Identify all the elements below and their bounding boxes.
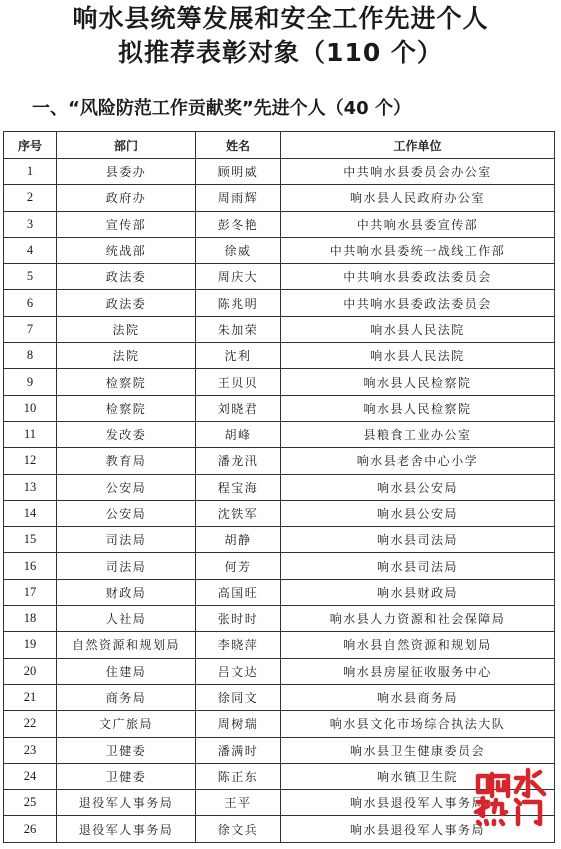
cell-department: 教育局 [57, 448, 196, 474]
cell-department: 商务局 [57, 684, 196, 710]
cell-serial: 6 [4, 290, 57, 316]
section-heading: 一、“风险防范工作贡献奖”先进个人（40 个） [32, 98, 411, 119]
cell-workplace: 响水县商务局 [281, 684, 555, 710]
cell-department: 法院 [57, 316, 196, 342]
cell-name: 潘龙汛 [196, 448, 281, 474]
cell-serial: 17 [4, 579, 57, 605]
cell-workplace: 响水县司法局 [281, 553, 555, 579]
cell-name: 高国旺 [196, 579, 281, 605]
cell-workplace: 响水县退役军人事务局 [281, 790, 555, 816]
cell-workplace: 响水县人民法院 [281, 343, 555, 369]
honoree-table [3, 131, 555, 843]
table-row [4, 290, 555, 316]
table-row [4, 606, 555, 632]
cell-department: 县委办 [57, 159, 196, 185]
cell-name: 彭冬艳 [196, 211, 281, 237]
cell-name: 沈利 [196, 343, 281, 369]
table-row [4, 395, 555, 421]
cell-department: 检察院 [57, 395, 196, 421]
cell-department: 政法委 [57, 264, 196, 290]
cell-serial: 12 [4, 448, 57, 474]
cell-name: 王贝贝 [196, 369, 281, 395]
header-department: 部门 [57, 132, 196, 159]
cell-serial: 7 [4, 316, 57, 342]
header-serial: 序号 [4, 132, 57, 159]
cell-department: 司法局 [57, 527, 196, 553]
cell-name: 沈铁军 [196, 500, 281, 526]
cell-workplace: 响水县公安局 [281, 474, 555, 500]
table-row [4, 632, 555, 658]
cell-workplace: 中共响水县委政法委员会 [281, 264, 555, 290]
cell-serial: 14 [4, 500, 57, 526]
cell-workplace: 响水县自然资源和规划局 [281, 632, 555, 658]
cell-workplace: 中共响水县委员会办公室 [281, 159, 555, 185]
cell-serial: 20 [4, 658, 57, 684]
cell-workplace: 响水县人民检察院 [281, 395, 555, 421]
cell-serial: 23 [4, 737, 57, 763]
cell-department: 司法局 [57, 553, 196, 579]
xiangshui-hot-logo [470, 766, 556, 828]
cell-name: 何芳 [196, 553, 281, 579]
table-row [4, 185, 555, 211]
cell-workplace: 响水县退役军人事务局 [281, 816, 555, 842]
cell-serial: 25 [4, 790, 57, 816]
cell-workplace: 响水县文化市场综合执法大队 [281, 711, 555, 737]
cell-name: 程宝海 [196, 474, 281, 500]
cell-name: 徐威 [196, 237, 281, 263]
cell-department: 文广旅局 [57, 711, 196, 737]
cell-workplace: 响水县公安局 [281, 500, 555, 526]
cell-workplace: 响水县人力资源和社会保障局 [281, 606, 555, 632]
cell-department: 检察院 [57, 369, 196, 395]
table-row [4, 553, 555, 579]
table-row [4, 343, 555, 369]
cell-department: 公安局 [57, 474, 196, 500]
cell-name: 王平 [196, 790, 281, 816]
cell-serial: 26 [4, 816, 57, 842]
header-workplace: 工作单位 [281, 132, 555, 159]
cell-name: 潘满时 [196, 737, 281, 763]
cell-workplace: 响水县老舍中心小学 [281, 448, 555, 474]
table-row [4, 237, 555, 263]
cell-workplace: 响水县司法局 [281, 527, 555, 553]
cell-workplace: 中共响水县委统一战线工作部 [281, 237, 555, 263]
cell-serial: 19 [4, 632, 57, 658]
cell-name: 陈正东 [196, 763, 281, 789]
table-row [4, 684, 555, 710]
table-row [4, 448, 555, 474]
cell-name: 徐同文 [196, 684, 281, 710]
cell-serial: 21 [4, 684, 57, 710]
cell-name: 李晓萍 [196, 632, 281, 658]
table-row [4, 211, 555, 237]
cell-workplace: 响水镇卫生院 [281, 763, 555, 789]
table-row [4, 474, 555, 500]
cell-department: 发改委 [57, 421, 196, 447]
cell-serial: 9 [4, 369, 57, 395]
cell-serial: 10 [4, 395, 57, 421]
cell-department: 人社局 [57, 606, 196, 632]
cell-department: 自然资源和规划局 [57, 632, 196, 658]
cell-workplace: 响水县卫生健康委员会 [281, 737, 555, 763]
cell-department: 卫健委 [57, 763, 196, 789]
cell-serial: 8 [4, 343, 57, 369]
cell-name: 吕文达 [196, 658, 281, 684]
cell-workplace: 响水县人民检察院 [281, 369, 555, 395]
table-row [4, 264, 555, 290]
cell-name: 朱加荣 [196, 316, 281, 342]
cell-department: 住建局 [57, 658, 196, 684]
cell-serial: 1 [4, 159, 57, 185]
cell-serial: 11 [4, 421, 57, 447]
cell-department: 财政局 [57, 579, 196, 605]
cell-serial: 5 [4, 264, 57, 290]
table-row [4, 527, 555, 553]
cell-department: 政法委 [57, 290, 196, 316]
document-title-line-1: 响水县统筹发展和安全工作先进个人 [72, 4, 489, 33]
cell-department: 退役军人事务局 [57, 790, 196, 816]
table-row [4, 369, 555, 395]
table-row [4, 316, 555, 342]
document-title-line-2: 拟推荐表彰对象（110 个） [118, 38, 443, 67]
cell-department: 退役军人事务局 [57, 816, 196, 842]
table-row [4, 658, 555, 684]
cell-name: 徐文兵 [196, 816, 281, 842]
cell-workplace: 响水县财政局 [281, 579, 555, 605]
cell-name: 周雨辉 [196, 185, 281, 211]
table-row [4, 159, 555, 185]
cell-serial: 3 [4, 211, 57, 237]
cell-serial: 4 [4, 237, 57, 263]
cell-serial: 13 [4, 474, 57, 500]
cell-serial: 24 [4, 763, 57, 789]
table-body [4, 159, 555, 843]
cell-workplace: 响水县人民政府办公室 [281, 185, 555, 211]
cell-workplace: 中共响水县委宣传部 [281, 211, 555, 237]
cell-serial: 2 [4, 185, 57, 211]
cell-serial: 16 [4, 553, 57, 579]
table-row [4, 579, 555, 605]
table-row [4, 711, 555, 737]
cell-name: 张时时 [196, 606, 281, 632]
cell-serial: 18 [4, 606, 57, 632]
cell-department: 卫健委 [57, 737, 196, 763]
cell-workplace: 县粮食工业办公室 [281, 421, 555, 447]
cell-workplace: 中共响水县委政法委员会 [281, 290, 555, 316]
cell-workplace: 响水县人民法院 [281, 316, 555, 342]
cell-department: 宣传部 [57, 211, 196, 237]
cell-department: 政府办 [57, 185, 196, 211]
cell-department: 统战部 [57, 237, 196, 263]
cell-serial: 15 [4, 527, 57, 553]
cell-name: 周树瑞 [196, 711, 281, 737]
cell-department: 法院 [57, 343, 196, 369]
cell-serial: 22 [4, 711, 57, 737]
cell-workplace: 响水县房屋征收服务中心 [281, 658, 555, 684]
table-row [4, 421, 555, 447]
cell-department: 公安局 [57, 500, 196, 526]
cell-name: 顾明威 [196, 159, 281, 185]
cell-name: 胡静 [196, 527, 281, 553]
cell-name: 胡峰 [196, 421, 281, 447]
table-header-row [4, 132, 555, 159]
table-row [4, 500, 555, 526]
cell-name: 刘晓君 [196, 395, 281, 421]
cell-name: 周庆大 [196, 264, 281, 290]
cell-name: 陈兆明 [196, 290, 281, 316]
table-row [4, 737, 555, 763]
header-name: 姓名 [196, 132, 281, 159]
